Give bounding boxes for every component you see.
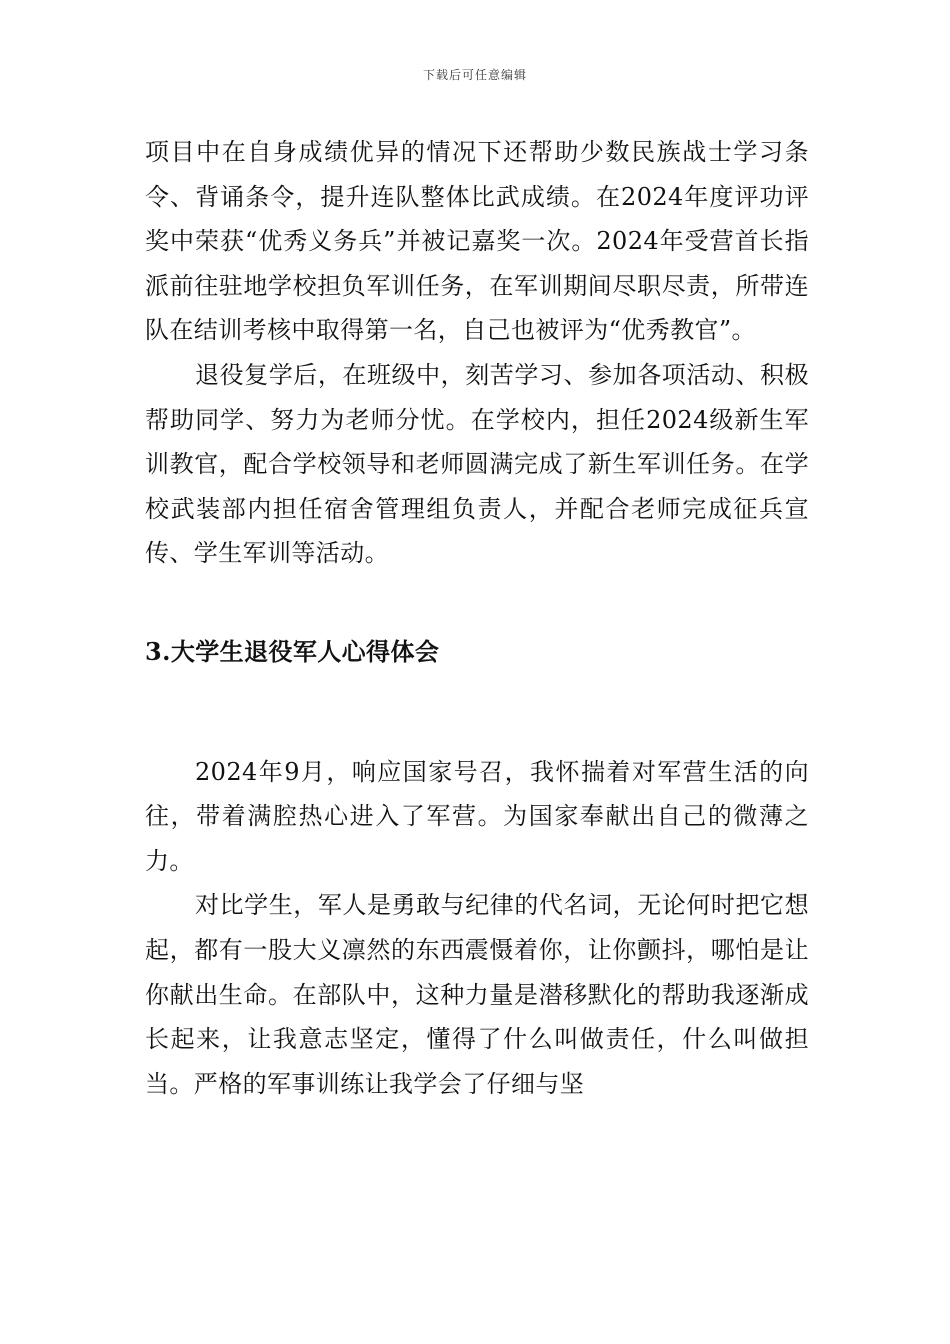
paragraph-reflection: 对比学生，军人是勇敢与纪律的代名词，无论何时把它想起，都有一股大义凛然的东西震慑着你，让你颤抖，哪怕是让你献出生命。在部队中，这种力量是潜移默化的帮助我逐渐成长起来，让我意志坚定，懂得了什么叫做责任，什么叫做担当。严格的军事训练让我学会了仔细与坚 — [145, 891, 809, 1098]
spacer — [145, 675, 809, 750]
page-header-note: 下载后可任意编辑 — [422, 68, 527, 82]
paragraph-awards: 项目中在自身成绩优异的情况下还帮助少数民族战士学习条令、背诵条令，提升连队整体比武成绩。在2024年度评功评奖中荣获“优秀义务兵”并被记嘉奖一次。2024年受营首长指派前往驻地学校担负军训任务，在军训期间尽职尽责，所带连队在结训考核中取得第一名，自己也被评为“优秀教官”。 — [145, 138, 809, 345]
paragraph-return-to-school: 退役复学后，在班级中，刻苦学习、参加各项活动、积极帮助同学、努力为老师分忧。在学校内，担任2024级新生军训教官，配合学校领导和老师圆满完成了新生军训任务。在学校武装部内担任宿舍管理组负责人，并配合老师完成征兵宣传、学生军训等活动。 — [145, 360, 809, 568]
paragraph-enlistment: 2024年9月，响应国家号召，我怀揣着对军营生活的向往，带着满腔热心进入了军营。为国家奉献出自己的微薄之力。 — [145, 757, 809, 875]
document-body — [145, 130, 809, 1106]
spacer — [145, 576, 809, 630]
section-title: 3.大学生退役军人心得体会 — [145, 636, 440, 666]
